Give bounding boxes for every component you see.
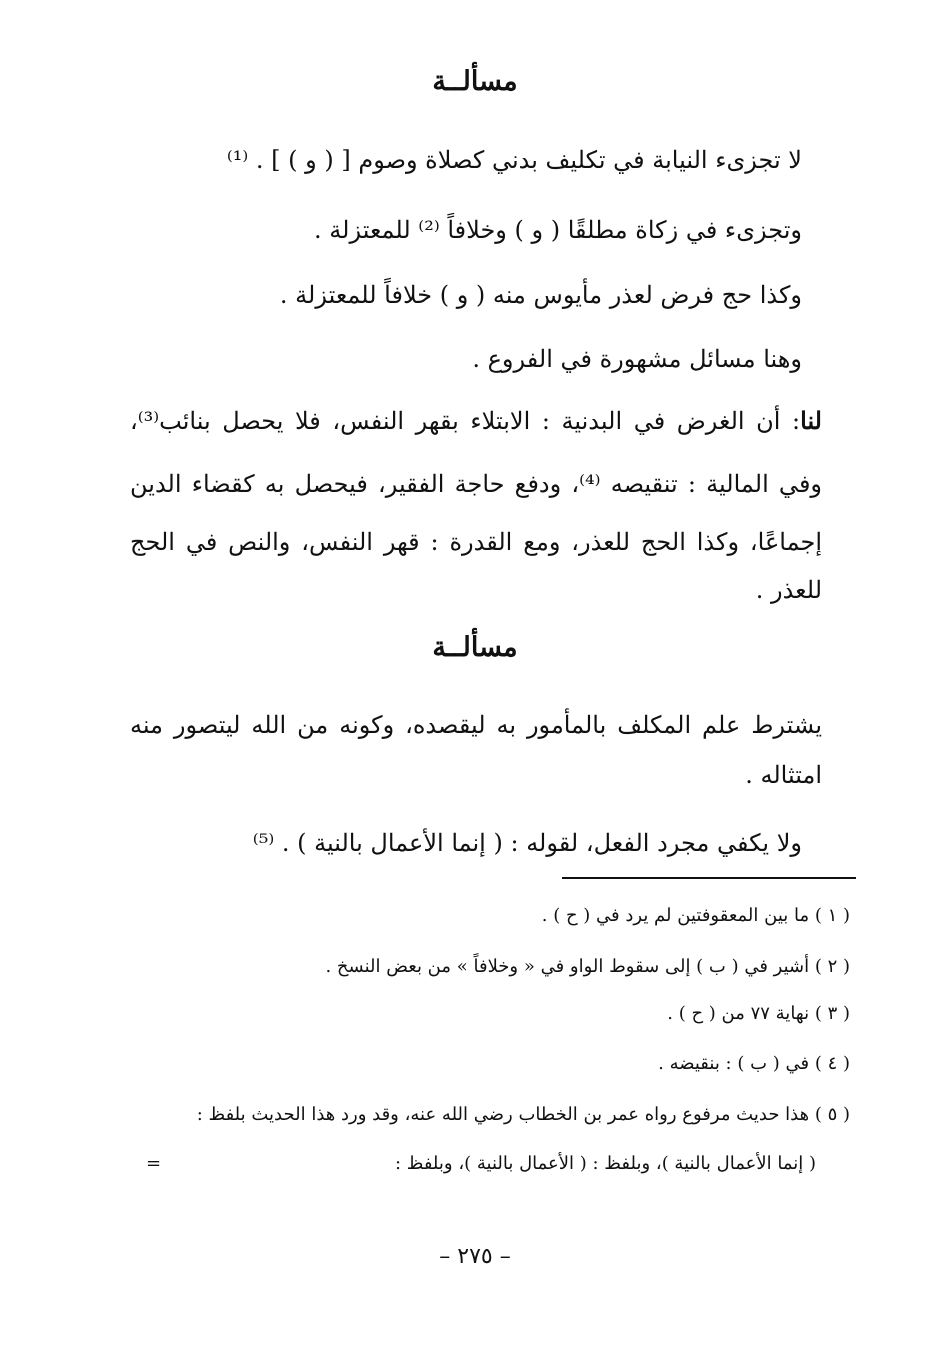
section-heading: مسألــة	[432, 632, 518, 663]
footnote: ( ١ ) ما بين المعقوفتين لم يرد في ( ح ) .	[541, 905, 850, 926]
text-line: يشترط علم المكلف بالمأمور به ليقصده، وكونه من الله ليتصور منه	[130, 711, 822, 739]
text-line: وهنا مسائل مشهورة في الفروع .	[472, 345, 802, 373]
text-line: للعذر .	[755, 576, 822, 604]
text-line: إجماعًا، وكذا الحج للعذر، ومع القدرة : قهر النفس، والنص في الحج	[130, 528, 822, 556]
text-line: وكذا حج فرض لعذر مأيوس منه ( و ) خلافاً للمعتزلة .	[279, 281, 802, 309]
page-number: – ٢٧٥ –	[439, 1244, 511, 1269]
text-line: ولا يكفي مجرد الفعل، لقوله : ( إنما الأعمال بالنية ) . ⁽⁵⁾	[252, 829, 802, 857]
text-line: وفي المالية : تنقيصه ⁽⁴⁾، ودفع حاجة الفقير، فيحصل به كقضاء الدين	[130, 470, 823, 498]
text-line: امتثاله .	[745, 761, 822, 789]
section-heading: مسألــة	[432, 66, 518, 97]
argument-text: : أن الغرض في البدنية : الابتلاء بقهر النفس، فلا يحصل بنائب⁽³⁾،	[130, 407, 801, 435]
footnote: ( ٤ ) في ( ب ) : بنقيضه .	[658, 1053, 850, 1074]
argument-line	[130, 404, 822, 438]
continuation-mark: =	[146, 1153, 162, 1174]
footnote: ( ٥ ) هذا حديث مرفوع رواه عمر بن الخطاب رضي الله عنه، وقد ورد هذا الحديث بلفظ :	[196, 1104, 850, 1125]
footnote: ( ٣ ) نهاية ٧٧ من ( ح ) .	[667, 1003, 850, 1024]
footnote: ( إنما الأعمال بالنية )، وبلفظ : ( الأعمال بالنية )، وبلفظ :	[394, 1153, 816, 1174]
footnote: ( ٢ ) أشير في ( ب ) إلى سقوط الواو في « وخلافاً » من بعض النسخ .	[325, 956, 850, 977]
footnote-separator	[562, 877, 856, 879]
text-line: وتجزىء في زكاة مطلقًا ( و ) وخلافاً ⁽²⁾ للمعتزلة .	[314, 216, 802, 244]
text-line: لا تجزىء النيابة في تكليف بدني كصلاة وصوم [ ( و ) ] . ⁽¹⁾	[226, 146, 802, 174]
argument-lead: لنا	[800, 406, 822, 435]
